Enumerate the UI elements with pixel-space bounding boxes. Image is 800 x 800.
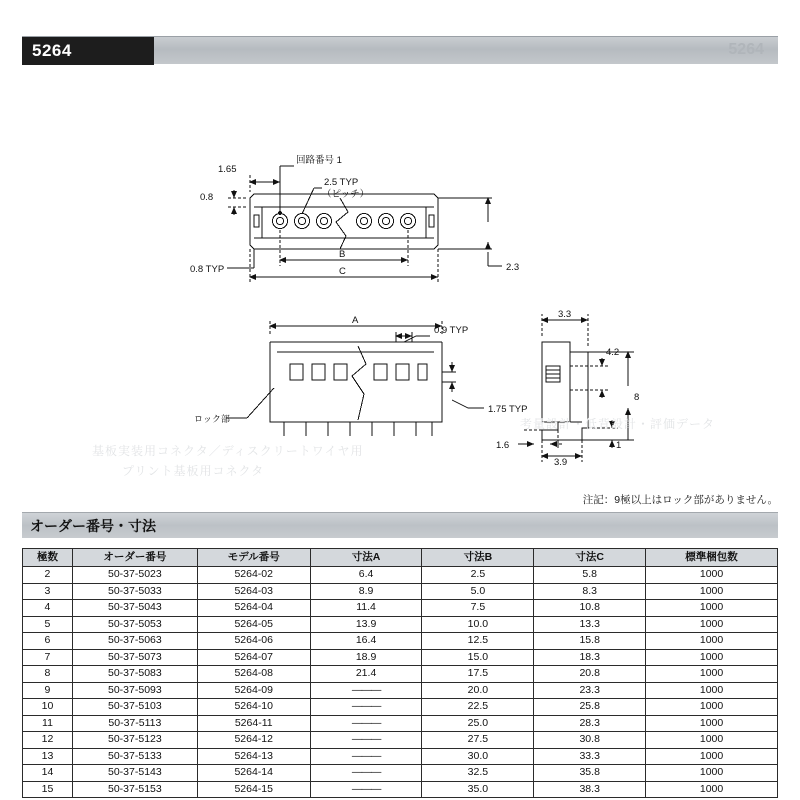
cell-model-no: 5264-05 xyxy=(197,616,310,633)
label-dim-B: B xyxy=(339,249,346,260)
cell-dim-c: 35.8 xyxy=(534,765,646,782)
cell-poles: 8 xyxy=(23,666,73,683)
cell-order-no: 50-37-5043 xyxy=(72,600,197,617)
part-number-block xyxy=(22,37,154,65)
cell-dim-c: 23.3 xyxy=(534,682,646,699)
cell-package-qty: 1000 xyxy=(646,616,778,633)
label-1-6: 1.6 xyxy=(496,440,510,451)
cell-package-qty: 1000 xyxy=(646,699,778,716)
label-1-75-typ: 1.75 TYP xyxy=(488,404,528,415)
cell-order-no: 50-37-5063 xyxy=(72,633,197,650)
cell-dim-c: 13.3 xyxy=(534,616,646,633)
cell-dim-a: 18.9 xyxy=(310,649,422,666)
col-header-model-no: モデル番号 xyxy=(197,549,310,567)
technical-drawing xyxy=(22,70,778,500)
order-spec-table xyxy=(22,548,778,798)
cell-package-qty: 1000 xyxy=(646,781,778,798)
cell-poles: 4 xyxy=(23,600,73,617)
label-1-65: 1.65 xyxy=(218,164,237,175)
col-header-dim-b: 寸法B xyxy=(422,549,534,567)
cell-dim-b: 5.0 xyxy=(422,583,534,600)
label-2-3: 2.3 xyxy=(506,262,520,273)
table-row xyxy=(23,600,778,617)
label-3-9: 3.9 xyxy=(554,457,568,468)
cell-model-no: 5264-08 xyxy=(197,666,310,683)
label-pitch-main: 2.5 TYP xyxy=(324,177,359,188)
cell-order-no: 50-37-5033 xyxy=(72,583,197,600)
cell-dim-a: 11.4 xyxy=(310,600,422,617)
table-row xyxy=(23,682,778,699)
cell-dim-b: 7.5 xyxy=(422,600,534,617)
table-row xyxy=(23,748,778,765)
watermark-text-3: プリント基板用コネクタ xyxy=(122,464,265,478)
cell-dim-c: 38.3 xyxy=(534,781,646,798)
cell-dim-b: 10.0 xyxy=(422,616,534,633)
cell-model-no: 5264-12 xyxy=(197,732,310,749)
cell-order-no: 50-37-5153 xyxy=(72,781,197,798)
cell-dim-a: ——— xyxy=(310,732,422,749)
cell-package-qty: 1000 xyxy=(646,600,778,617)
cell-order-no: 50-37-5093 xyxy=(72,682,197,699)
table-row xyxy=(23,567,778,584)
cell-dim-b: 25.0 xyxy=(422,715,534,732)
cell-package-qty: 1000 xyxy=(646,765,778,782)
col-header-dim-c: 寸法C xyxy=(534,549,646,567)
col-header-poles: 極数 xyxy=(23,549,73,567)
cell-dim-c: 33.3 xyxy=(534,748,646,765)
label-dim-A: A xyxy=(352,315,359,326)
cell-dim-b: 12.5 xyxy=(422,633,534,650)
cell-package-qty: 1000 xyxy=(646,732,778,749)
cell-order-no: 50-37-5143 xyxy=(72,765,197,782)
cell-poles: 3 xyxy=(23,583,73,600)
cell-dim-c: 15.8 xyxy=(534,633,646,650)
cell-package-qty: 1000 xyxy=(646,633,778,650)
table-row xyxy=(23,781,778,798)
part-title-bar xyxy=(22,36,778,64)
label-8: 8 xyxy=(634,392,640,403)
order-section-title: オーダー番号・寸法 xyxy=(30,518,156,534)
label-0-8-typ: 0.8 TYP xyxy=(190,264,225,275)
col-header-dim-a: 寸法A xyxy=(310,549,422,567)
cell-order-no: 50-37-5053 xyxy=(72,616,197,633)
cell-poles: 9 xyxy=(23,682,73,699)
cell-poles: 2 xyxy=(23,567,73,584)
cell-dim-a: ——— xyxy=(310,715,422,732)
cell-dim-a: ——— xyxy=(310,765,422,782)
drawing-note: 注記：9極以上はロック部がありません。 xyxy=(582,494,778,506)
label-circuit-number: 回路番号 1 xyxy=(296,155,342,166)
cell-dim-c: 25.8 xyxy=(534,699,646,716)
cell-dim-b: 27.5 xyxy=(422,732,534,749)
cell-poles: 10 xyxy=(23,699,73,716)
cell-model-no: 5264-15 xyxy=(197,781,310,798)
table-header-row xyxy=(23,549,778,567)
label-0-9-typ: 0.9 TYP xyxy=(434,325,469,336)
label-3-3: 3.3 xyxy=(558,309,572,320)
cell-package-qty: 1000 xyxy=(646,649,778,666)
cell-model-no: 5264-07 xyxy=(197,649,310,666)
cell-order-no: 50-37-5133 xyxy=(72,748,197,765)
cell-model-no: 5264-06 xyxy=(197,633,310,650)
table-row xyxy=(23,616,778,633)
cell-order-no: 50-37-5083 xyxy=(72,666,197,683)
col-header-package-qty: 標準梱包数 xyxy=(646,549,778,567)
cell-order-no: 50-37-5023 xyxy=(72,567,197,584)
cell-dim-a: 8.9 xyxy=(310,583,422,600)
cell-dim-c: 20.8 xyxy=(534,666,646,683)
label-0-8: 0.8 xyxy=(200,192,214,203)
table-row xyxy=(23,583,778,600)
label-1: 1 xyxy=(616,440,622,451)
cell-dim-b: 32.5 xyxy=(422,765,534,782)
cell-dim-b: 17.5 xyxy=(422,666,534,683)
table-row xyxy=(23,649,778,666)
label-pitch-sub: （ピッチ） xyxy=(322,189,370,200)
cell-poles: 15 xyxy=(23,781,73,798)
cell-package-qty: 1000 xyxy=(646,567,778,584)
cell-order-no: 50-37-5113 xyxy=(72,715,197,732)
label-lock-part: ロック部 xyxy=(194,414,230,424)
cell-model-no: 5264-13 xyxy=(197,748,310,765)
cell-dim-a: ——— xyxy=(310,748,422,765)
cell-model-no: 5264-03 xyxy=(197,583,310,600)
cell-package-qty: 1000 xyxy=(646,666,778,683)
cell-poles: 7 xyxy=(23,649,73,666)
cell-order-no: 50-37-5073 xyxy=(72,649,197,666)
label-dim-C: C xyxy=(339,266,346,277)
table-row xyxy=(23,633,778,650)
cell-package-qty: 1000 xyxy=(646,583,778,600)
table-row xyxy=(23,715,778,732)
part-number-watermark: 5264 xyxy=(728,41,764,58)
cell-dim-b: 22.5 xyxy=(422,699,534,716)
cell-model-no: 5264-09 xyxy=(197,682,310,699)
cell-poles: 6 xyxy=(23,633,73,650)
cell-dim-b: 20.0 xyxy=(422,682,534,699)
cell-model-no: 5264-10 xyxy=(197,699,310,716)
table-row xyxy=(23,699,778,716)
cell-model-no: 5264-14 xyxy=(197,765,310,782)
cell-order-no: 50-37-5103 xyxy=(72,699,197,716)
cell-dim-c: 10.8 xyxy=(534,600,646,617)
watermark-text-2: 基板実装用コネクタ／ディスクリートワイヤ用 xyxy=(92,444,364,458)
cell-dim-a: ——— xyxy=(310,682,422,699)
cell-model-no: 5264-04 xyxy=(197,600,310,617)
cell-package-qty: 1000 xyxy=(646,715,778,732)
cell-order-no: 50-37-5123 xyxy=(72,732,197,749)
cell-dim-c: 18.3 xyxy=(534,649,646,666)
label-4-2: 4.2 xyxy=(606,347,620,358)
cell-poles: 14 xyxy=(23,765,73,782)
cell-model-no: 5264-02 xyxy=(197,567,310,584)
cell-dim-b: 15.0 xyxy=(422,649,534,666)
cell-model-no: 5264-11 xyxy=(197,715,310,732)
cell-dim-b: 2.5 xyxy=(422,567,534,584)
part-number: 5264 xyxy=(32,41,72,60)
cell-dim-b: 30.0 xyxy=(422,748,534,765)
cell-dim-a: 21.4 xyxy=(310,666,422,683)
cell-package-qty: 1000 xyxy=(646,748,778,765)
cell-dim-a: 16.4 xyxy=(310,633,422,650)
col-header-order-no: オーダー番号 xyxy=(72,549,197,567)
table-row xyxy=(23,732,778,749)
cell-package-qty: 1000 xyxy=(646,682,778,699)
cell-dim-a: ——— xyxy=(310,699,422,716)
order-section-bar xyxy=(22,512,778,538)
cell-poles: 5 xyxy=(23,616,73,633)
cell-dim-a: ——— xyxy=(310,781,422,798)
cell-poles: 11 xyxy=(23,715,73,732)
drawing-svg xyxy=(22,70,778,500)
cell-dim-c: 28.3 xyxy=(534,715,646,732)
cell-dim-c: 5.8 xyxy=(534,567,646,584)
cell-poles: 13 xyxy=(23,748,73,765)
cell-dim-a: 6.4 xyxy=(310,567,422,584)
watermark-text-1: 考量設計・低背設計・評価データ xyxy=(520,417,716,431)
table-row xyxy=(23,666,778,683)
cell-dim-c: 8.3 xyxy=(534,583,646,600)
cell-poles: 12 xyxy=(23,732,73,749)
cell-dim-b: 35.0 xyxy=(422,781,534,798)
cell-dim-c: 30.8 xyxy=(534,732,646,749)
cell-dim-a: 13.9 xyxy=(310,616,422,633)
table-row xyxy=(23,765,778,782)
